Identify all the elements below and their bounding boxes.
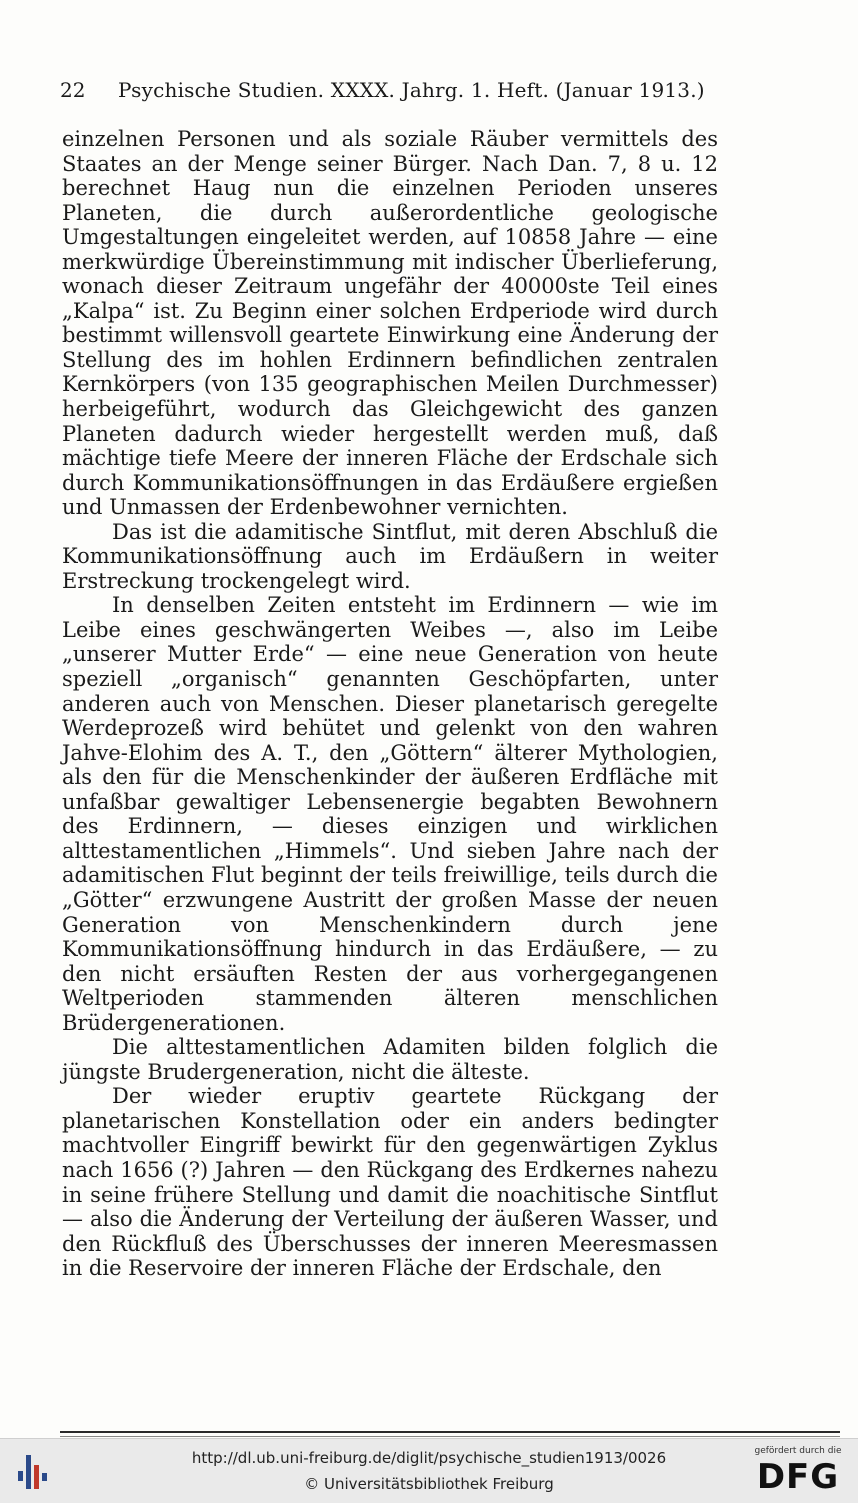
footer-copyright: © Universitätsbibliothek Freiburg — [304, 1475, 554, 1493]
paragraph-2: Das ist die adamitische Sintflut, mit deren Abschluß die Kommunikationsöffnung auch im Erdäußern in weiter Erstreckung trockengelegt wird. — [62, 519, 718, 593]
funding-note: gefördert durch die — [754, 1446, 842, 1456]
bottom-rule-thin — [60, 1436, 840, 1437]
footer-bar — [0, 1438, 858, 1503]
bottom-rule — [60, 1431, 840, 1433]
page-body — [62, 127, 718, 1281]
paragraph-1: einzelnen Personen und als soziale Räuber vermittels des Staates an der Menge seiner Bürger. Nach Dan. 7, 8 u. 12 berechnet Haug nun die einzelnen Perioden unseres Planeten, die durch außerordentliche geologische Umgestaltungen eingeleitet werden, auf 10858 Jahre — eine merkwürdige Übereinstimmung mit indischer Überlieferung, wonach dieser Zeitraum ungefähr der 40000ste Teil eines „Kalpa“ ist. Zu Beginn einer solchen Erdperiode wird durch bestimmt willensvoll geartete Einwirkung eine Änderung der Stellung des im hohlen Erdinnern befindlichen zentralen Kernkörpers (von 135 geographischen Meilen Durchmesser) herbeigeführt, wodurch das Gleichgewicht des ganzen Planeten dadurch wieder hergestellt werden muß, daß mächtige tiefe Meere der inneren Fläche der Erdschale sich durch Kommunikationsöffnungen in das Erdäußere ergießen und Unmassen der Erdenbewohner vernichten. — [62, 127, 718, 520]
footer-url[interactable]: http://dl.ub.uni-freiburg.de/diglit/psychische_studien1913/0026 — [191, 1449, 667, 1467]
page-header — [60, 76, 724, 104]
running-title: Psychische Studien. XXXX. Jahrg. 1. Heft. (Januar 1913.) — [118, 78, 705, 102]
paragraph-5: Der wieder eruptiv geartete Rückgang der planetarischen Konstellation oder ein anders bedingter machtvoller Eingriff bewirkt für den gegenwärtigen Zyklus nach 1656 (?) Jahren — den Rückgang des Erdkernes nahezu in seine frühere Stellung und damit die noachitische Sintflut — also die Änderung der Verteilung der äußeren Wasser, und den Rückfluß des Überschusses der inneren Meeresmassen in die Reservoire der inneren Fläche der Erdschale, den — [62, 1084, 718, 1281]
paragraph-4: Die alttestamentlichen Adamiten bilden folglich die jüngste Brudergeneration, nicht die älteste. — [62, 1035, 718, 1084]
dfg-logo-text: DFG — [756, 1457, 840, 1497]
page-number: 22 — [60, 78, 86, 102]
dfg-logo — [750, 1445, 846, 1499]
paragraph-3: In denselben Zeiten entsteht im Erdinnern — wie im Leibe eines geschwängerten Weibes —, also im Leibe „unserer Mutter Erde“ — eine neue Generation von heute speziell „organisch“ genannten Geschöpfarten, unter anderen auch von Menschen. Dieser planetarisch geregelte Werdeprozeß wird behütet und gelenkt von den wahren Jahve-Elohim des A. T., den „Göttern“ älterer Mythologien, als den für die Menschenkinder der äußeren Erdfläche mit unfaßbar gewaltiger Lebensenergie begabten Bewohnern des Erdinnern, — dieses einzigen und wirklichen alttestamentlichen „Himmels“. Und sieben Jahre nach der adamitischen Flut beginnt der teils freiwillige, teils durch die „Götter“ erzwungene Austritt der großen Masse der neuen Generation von Menschenkindern durch jene Kommunikationsöffnung hindurch in das Erdäußere, — zu den nicht ersäuften Resten der aus vorhergegangenen Weltperioden stammenden älteren menschlichen Brüdergenerationen. — [62, 593, 718, 1035]
